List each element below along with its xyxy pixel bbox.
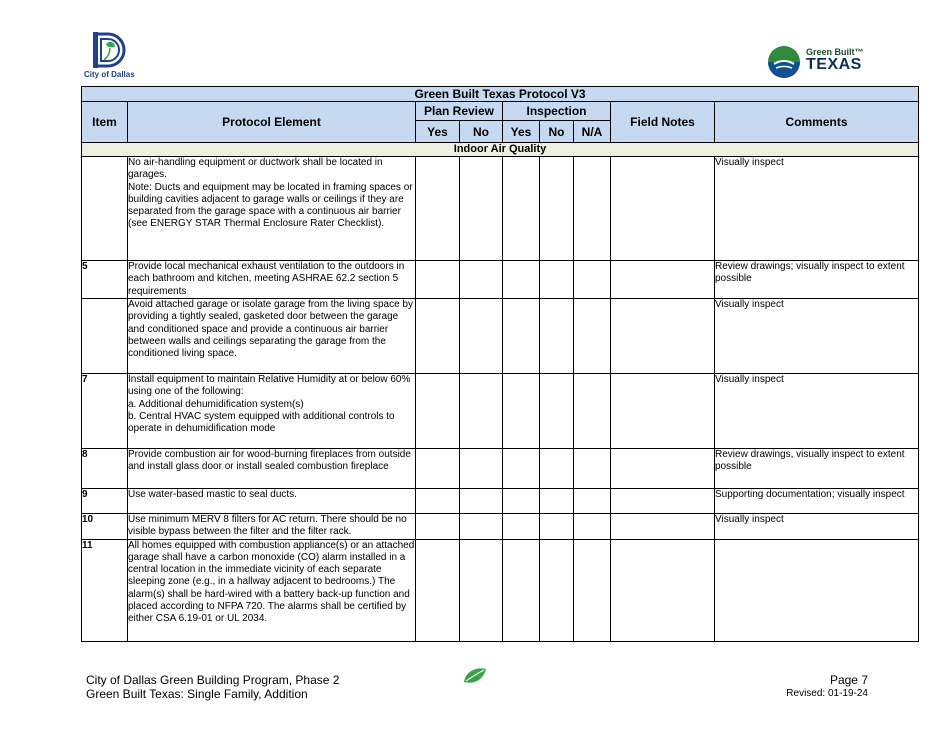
protocol-element-cell: Provide combustion air for wood-burning fireplaces from outside and install glass door or install sealed combustion fireplace (128, 449, 416, 489)
inspection-na-cell[interactable] (574, 489, 611, 514)
table-row (82, 261, 919, 299)
col-header-insp-no: No (540, 121, 574, 143)
inspection-yes-cell[interactable] (503, 261, 540, 299)
col-header-plan-no: No (460, 121, 503, 143)
table-row (82, 157, 919, 261)
dallas-logo-text: City of Dallas (84, 70, 135, 79)
protocol-element-cell: Use water-based mastic to seal ducts. (128, 489, 416, 514)
plan-review-no-cell[interactable] (460, 374, 503, 449)
protocol-element-cell: All homes equipped with combustion appliance(s) or an attached garage shall have a carbon monoxide (CO) alarm installed in a central location in the immediate vicinity of each separate sleeping zone (e.g., in a hallway adjacent to bedrooms.) The alarm(s) shall be hard-wired with a battery back-up function and placed according to NFPA 720. The alarms shall be certified by either CSA 6.19-01 or UL 2034. (128, 539, 416, 641)
plan-review-yes-cell[interactable] (416, 489, 460, 514)
protocol-element-cell: Avoid attached garage or isolate garage from the living space by providing a tightly sealed, gasketed door between the garage and conditioned space and provide a continuous air barrier between walls and ceilings separating the garage from the conditioned living space. (128, 299, 416, 374)
inspection-yes-cell[interactable] (503, 539, 540, 641)
inspection-yes-cell[interactable] (503, 299, 540, 374)
footer-left (86, 673, 339, 701)
field-notes-cell[interactable] (611, 299, 715, 374)
plan-review-no-cell[interactable] (460, 261, 503, 299)
dallas-d-icon (84, 32, 144, 70)
green-built-globe-icon (766, 44, 802, 80)
field-notes-cell[interactable] (611, 489, 715, 514)
col-header-plan-yes: Yes (416, 121, 460, 143)
comments-cell: Visually inspect (715, 157, 919, 261)
inspection-no-cell[interactable] (540, 449, 574, 489)
table-row (82, 374, 919, 449)
plan-review-no-cell[interactable] (460, 514, 503, 540)
city-of-dallas-logo (84, 32, 144, 80)
footer-right (786, 673, 868, 701)
plan-review-yes-cell[interactable] (416, 374, 460, 449)
footer-document-name: Green Built Texas: Single Family, Addition (86, 687, 308, 701)
inspection-yes-cell[interactable] (503, 374, 540, 449)
inspection-no-cell[interactable] (540, 374, 574, 449)
plan-review-no-cell[interactable] (460, 449, 503, 489)
col-header-insp-na: N/A (574, 121, 611, 143)
field-notes-cell[interactable] (611, 157, 715, 261)
footer-program-name: City of Dallas Green Building Program, Phase 2 (86, 673, 340, 687)
inspection-na-cell[interactable] (574, 261, 611, 299)
item-number-cell (82, 157, 128, 261)
plan-review-no-cell[interactable] (460, 299, 503, 374)
item-number-cell: 10 (82, 514, 128, 540)
table-row (82, 489, 919, 514)
protocol-table (81, 86, 919, 642)
protocol-element-cell: No air-handling equipment or ductwork shall be located in garages. Note: Ducts and equipment may be located in framing spaces or building cavities adjacent to garage walls or ceilings if they are separated from the garage space with a continuous air barrier (see ENERGY STAR Thermal Enclosure Rater Checklist). (128, 157, 416, 261)
inspection-no-cell[interactable] (540, 539, 574, 641)
field-notes-cell[interactable] (611, 374, 715, 449)
field-notes-cell[interactable] (611, 539, 715, 641)
plan-review-yes-cell[interactable] (416, 157, 460, 261)
col-header-inspection: Inspection (503, 102, 611, 121)
inspection-na-cell[interactable] (574, 539, 611, 641)
field-notes-cell[interactable] (611, 449, 715, 489)
green-built-texas-logo (766, 44, 876, 80)
plan-review-yes-cell[interactable] (416, 299, 460, 374)
page-number: Page 7 (829, 673, 868, 687)
item-number-cell: 9 (82, 489, 128, 514)
table-row (82, 514, 919, 540)
inspection-no-cell[interactable] (540, 157, 574, 261)
plan-review-no-cell[interactable] (460, 489, 503, 514)
col-header-plan-review: Plan Review (416, 102, 503, 121)
table-row (82, 539, 919, 641)
item-number-cell: 11 (82, 539, 128, 641)
comments-cell: Visually inspect (715, 299, 919, 374)
comments-cell: Visually inspect (715, 514, 919, 540)
inspection-no-cell[interactable] (540, 489, 574, 514)
comments-cell (715, 539, 919, 641)
revised-date: Revised: 01-19-24 (786, 688, 868, 699)
gbt-logo-big-text: TEXAS (806, 56, 862, 73)
inspection-na-cell[interactable] (574, 374, 611, 449)
inspection-yes-cell[interactable] (503, 489, 540, 514)
table-row (82, 449, 919, 489)
col-header-protocol-element: Protocol Element (128, 102, 416, 143)
table-title: Green Built Texas Protocol V3 (82, 87, 919, 102)
plan-review-yes-cell[interactable] (416, 261, 460, 299)
leaf-icon (462, 666, 488, 686)
inspection-na-cell[interactable] (574, 514, 611, 540)
plan-review-yes-cell[interactable] (416, 449, 460, 489)
item-number-cell (82, 299, 128, 374)
item-number-cell: 5 (82, 261, 128, 299)
inspection-na-cell[interactable] (574, 449, 611, 489)
section-header-indoor-air-quality: Indoor Air Quality (82, 143, 919, 157)
protocol-element-cell: Use minimum MERV 8 filters for AC return. There should be no visible bypass between the filter and the filter rack. (128, 514, 416, 540)
item-number-cell: 8 (82, 449, 128, 489)
protocol-element-cell: Install equipment to maintain Relative Humidity at or below 60% using one of the following: a. Additional dehumidification system(s) b. Central HVAC system equipped with additional controls to operate in dehumidification mode (128, 374, 416, 449)
protocol-table-body (82, 143, 919, 642)
comments-cell: Review drawings, visually inspect to extent possible (715, 449, 919, 489)
inspection-no-cell[interactable] (540, 299, 574, 374)
col-header-insp-yes: Yes (503, 121, 540, 143)
col-header-comments: Comments (715, 102, 919, 143)
field-notes-cell[interactable] (611, 261, 715, 299)
comments-cell: Supporting documentation; visually inspect (715, 489, 919, 514)
comments-cell: Visually inspect (715, 374, 919, 449)
plan-review-yes-cell[interactable] (416, 514, 460, 540)
plan-review-yes-cell[interactable] (416, 539, 460, 641)
col-header-field-notes: Field Notes (611, 102, 715, 143)
table-row (82, 299, 919, 374)
inspection-na-cell[interactable] (574, 299, 611, 374)
comments-cell: Review drawings; visually inspect to extent possible (715, 261, 919, 299)
item-number-cell: 7 (82, 374, 128, 449)
inspection-na-cell[interactable] (574, 157, 611, 261)
plan-review-no-cell[interactable] (460, 539, 503, 641)
inspection-yes-cell[interactable] (503, 449, 540, 489)
col-header-item: Item (82, 102, 128, 143)
protocol-element-cell: Provide local mechanical exhaust ventilation to the outdoors in each bathroom and kitchen, meeting ASHRAE 62.2 section 5 requirements (128, 261, 416, 299)
inspection-yes-cell[interactable] (503, 157, 540, 261)
field-notes-cell[interactable] (611, 514, 715, 540)
inspection-yes-cell[interactable] (503, 514, 540, 540)
inspection-no-cell[interactable] (540, 514, 574, 540)
inspection-no-cell[interactable] (540, 261, 574, 299)
plan-review-no-cell[interactable] (460, 157, 503, 261)
gbt-logo-small-text: Green Built™ (806, 47, 864, 57)
